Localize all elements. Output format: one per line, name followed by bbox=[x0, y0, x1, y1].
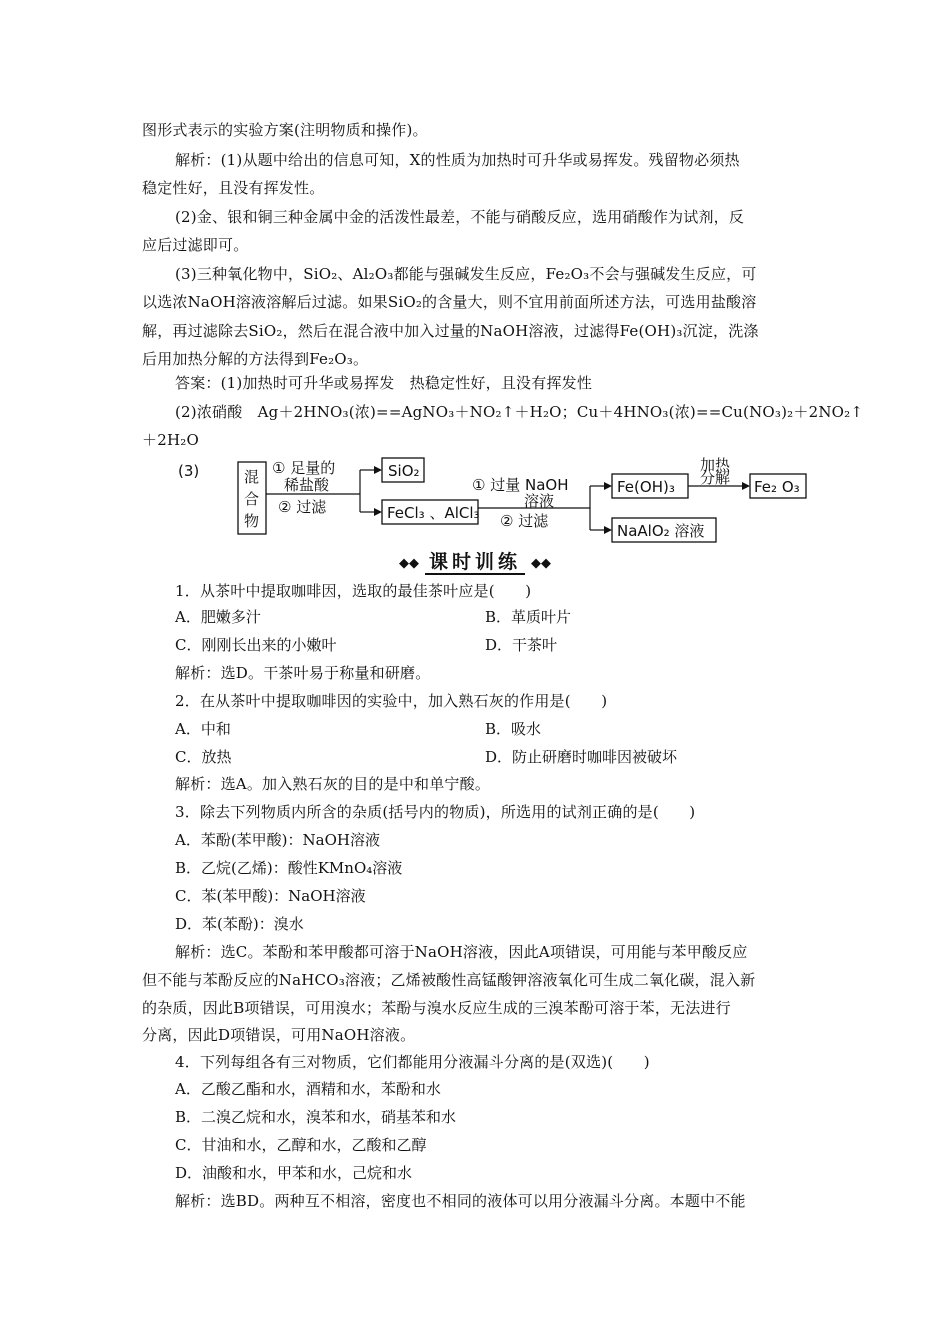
step2-reagent: ① 过量 NaOH bbox=[472, 476, 569, 494]
section-header bbox=[370, 550, 580, 576]
question-stem: 1．从茶叶中提取咖啡因，选取的最佳茶叶应是( ) bbox=[175, 582, 532, 600]
fe2o3-label: Fe₂ O₃ bbox=[754, 478, 800, 496]
analysis-line: 的杂质，因此B项错误，可用溴水；苯酚与溴水反应生成的三溴苯酚可溶于苯，无法进行 bbox=[142, 999, 731, 1017]
step1-reagent: ① 足量的 bbox=[272, 459, 336, 477]
text-line: (3)三种氧化物中，SiO₂、Al₂O₃都能与强碱发生反应，Fe₂O₃不会与强碱发生反应，可 bbox=[175, 265, 757, 283]
option: B．二溴乙烷和水，溴苯和水，硝基苯和水 bbox=[175, 1108, 457, 1126]
diamond-icon: ◆◆ bbox=[531, 555, 551, 571]
option: A．苯酚(苯甲酸)：NaOH溶液 bbox=[175, 831, 380, 849]
naalo2-label: NaAlO₂ 溶液 bbox=[617, 522, 705, 540]
analysis-line: 但不能与苯酚反应的NaHCO₃溶液；乙烯被酸性高锰酸钾溶液氧化可生成二氧化碳，混入新 bbox=[142, 971, 756, 989]
step3-label: 分解 bbox=[700, 469, 731, 487]
separation-flow-diagram bbox=[170, 456, 820, 548]
option: C．苯(苯甲酸)：NaOH溶液 bbox=[175, 887, 366, 905]
step3-label: 加热 bbox=[700, 456, 731, 474]
text-line: 图形式表示的实验方案(注明物质和操作)。 bbox=[142, 121, 428, 139]
option: A．乙酸乙酯和水，酒精和水，苯酚和水 bbox=[175, 1080, 441, 1098]
option: D．干茶叶 bbox=[485, 636, 558, 654]
step2-reagent: 溶液 bbox=[524, 492, 555, 510]
mixture-char: 合 bbox=[244, 490, 260, 508]
text-line: 后用加热分解的方法得到Fe₂O₃。 bbox=[142, 350, 369, 368]
text-line: 解析：(1)从题中给出的信息可知，X的性质为加热时可升华或易挥发。残留物必须热 bbox=[175, 151, 740, 169]
option: C．放热 bbox=[175, 748, 232, 766]
text-line: 以选浓NaOH溶液溶解后过滤。如果SiO₂的含量大，则不宜用前面所述方法，可选用盐酸溶 bbox=[142, 293, 757, 311]
option: D．防止研磨时咖啡因被破坏 bbox=[485, 748, 678, 766]
question-stem: 2．在从茶叶中提取咖啡因的实验中，加入熟石灰的作用是( ) bbox=[175, 692, 608, 710]
step1-operation: ② 过滤 bbox=[278, 498, 327, 516]
option: A．肥嫩多汁 bbox=[175, 608, 261, 626]
option: B．吸水 bbox=[485, 720, 542, 738]
analysis-line: 解析：选C。苯酚和苯甲酸都可溶于NaOH溶液，因此A项错误，可用能与苯甲酸反应 bbox=[175, 943, 748, 961]
analysis-line: 分离，因此D项错误，可用NaOH溶液。 bbox=[142, 1026, 416, 1044]
text-line: (2)金、银和铜三种金属中金的活泼性最差，不能与硝酸反应，选用硝酸作为试剂，反 bbox=[175, 208, 745, 226]
answer-line: 答案：(1)加热时可升华或易挥发 热稳定性好，且没有挥发性 bbox=[175, 374, 593, 392]
option: A．中和 bbox=[175, 720, 231, 738]
mixture-char: 混 bbox=[244, 468, 260, 486]
option: B．革质叶片 bbox=[485, 608, 572, 626]
text-line: 稳定性好，且没有挥发性。 bbox=[142, 179, 325, 197]
fecl3-alcl3-label: FeCl₃ 、AlCl₃ bbox=[387, 504, 480, 522]
diagram-number: (3) bbox=[178, 462, 200, 480]
step2-operation: ② 过滤 bbox=[500, 512, 549, 530]
question-stem: 3．除去下列物质内所含的杂质(括号内的物质)，所选用的试剂正确的是( ) bbox=[175, 803, 696, 821]
feoh3-label: Fe(OH)₃ bbox=[617, 478, 675, 496]
analysis-line: 解析：选BD。两种互不相溶，密度也不相同的液体可以用分液漏斗分离。本题中不能 bbox=[175, 1192, 746, 1210]
text-line: 解，再过滤除去SiO₂，然后在混合液中加入过量的NaOH溶液，过滤得Fe(OH)₃沉淀，洗涤 bbox=[142, 322, 759, 340]
answer-line: ＋2H₂O bbox=[142, 431, 199, 449]
answer-line: (2)浓硝酸 Ag＋2HNO₃(浓)==AgNO₃＋NO₂↑＋H₂O；Cu＋4HNO₃(浓)==Cu(NO₃)₂＋2NO₂↑ bbox=[175, 403, 864, 421]
option: D．油酸和水，甲苯和水，己烷和水 bbox=[175, 1164, 413, 1182]
mixture-char: 物 bbox=[244, 512, 260, 530]
option: C．甘油和水，乙醇和水，乙酸和乙醇 bbox=[175, 1136, 427, 1154]
section-title: 课时训练 bbox=[425, 551, 525, 575]
option: D．苯(苯酚)：溴水 bbox=[175, 915, 304, 933]
option: B．乙烷(乙烯)：酸性KMnO₄溶液 bbox=[175, 859, 403, 877]
option: C．刚刚长出来的小嫩叶 bbox=[175, 636, 337, 654]
analysis-line: 解析：选A。加入熟石灰的目的是中和单宁酸。 bbox=[175, 775, 491, 793]
diamond-icon: ◆◆ bbox=[398, 555, 419, 571]
analysis-line: 解析：选D。干茶叶易于称量和研磨。 bbox=[175, 664, 431, 682]
question-stem: 4．下列每组各有三对物质，它们都能用分液漏斗分离的是(双选)( ) bbox=[175, 1053, 650, 1071]
sio2-label: SiO₂ bbox=[388, 462, 420, 480]
step1-reagent: 稀盐酸 bbox=[284, 476, 330, 494]
text-line: 应后过滤即可。 bbox=[142, 236, 249, 254]
